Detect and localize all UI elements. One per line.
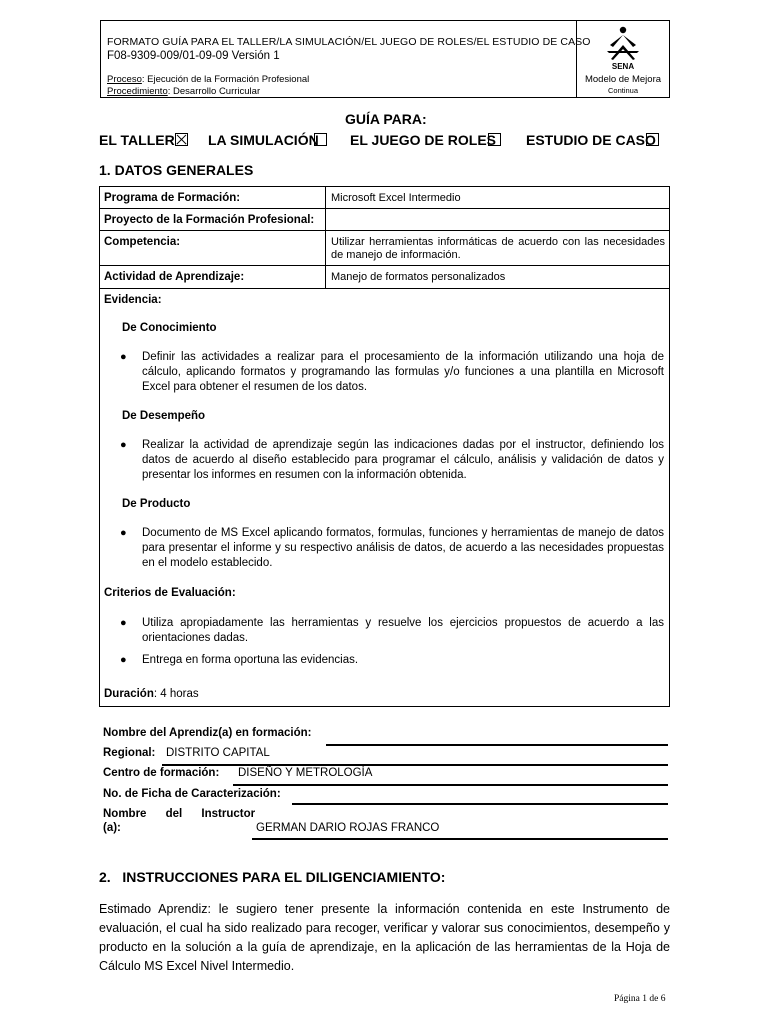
proceso-label: Proceso (107, 74, 142, 85)
bullet-icon: ● (120, 527, 127, 539)
aprendiz-underline (326, 744, 668, 746)
desempeno-title: De Desempeño (122, 410, 206, 422)
header-logo-area (577, 21, 669, 97)
instructor-field[interactable]: GERMAN DARIO ROJAS FRANCO (256, 822, 440, 834)
duracion-line (104, 687, 199, 702)
row-label: Programa de Formación: (104, 192, 241, 204)
producto-title: De Producto (122, 498, 191, 510)
format-title: FORMATO GUÍA PARA EL TALLER/LA SIMULACIÓN/EL JUEGO DE ROLES/EL ESTUDIO DE CASO (107, 36, 591, 48)
desempeno-text: Realizar la actividad de aprendizaje según las indicaciones dadas por el instructor, definiendo los datos de acuerdo al diseño establecido para programar el cálculo, análisis y validación de datos y presentar los informes en resumen con la información obtenida. (142, 439, 664, 481)
section-2-title: 2. INSTRUCCIONES PARA EL DILIGENCIAMIENTO: (99, 869, 446, 885)
checkbox-simulacion[interactable] (314, 133, 327, 146)
row-label: Competencia: (104, 236, 181, 248)
option-juego-roles-label: EL JUEGO DE ROLES (350, 132, 496, 148)
regional-underline (162, 764, 668, 766)
procedimiento-line (107, 86, 260, 97)
row-value: Microsoft Excel Intermedio (331, 192, 461, 204)
header-info (101, 21, 591, 97)
criterios-title: Criterios de Evaluación: (104, 587, 236, 599)
table-row (100, 187, 669, 209)
document-header (100, 20, 670, 98)
section-1-title: 1. DATOS GENERALES (99, 162, 254, 178)
sena-logo (577, 23, 669, 71)
regional-field[interactable]: DISTRITO CAPITAL (166, 747, 270, 759)
svg-text:SENA: SENA (611, 62, 635, 71)
instructor-underline (252, 838, 668, 840)
format-code: F08-9309-009/01-09-09 Versión 1 (107, 50, 280, 62)
bullet-icon: ● (120, 654, 127, 666)
row-value: Utilizar herramientas informáticas de acuerdo con las necesidades de manejo de información. (331, 236, 665, 261)
instructor-label-line1: Nombre del Instructor (103, 808, 256, 820)
option-simulacion-label: LA SIMULACIÓN (208, 132, 319, 148)
aprendiz-label: Nombre del Aprendiz(a) en formación: (103, 727, 312, 739)
duracion-label: Duración (104, 688, 154, 700)
procedimiento-label: Procedimiento (107, 86, 168, 97)
proceso-line (107, 74, 309, 85)
checkbox-taller-checked[interactable] (175, 133, 188, 146)
centro-label: Centro de formación: (103, 767, 220, 779)
conocimiento-title: De Conocimiento (122, 322, 217, 334)
datos-generales-table (99, 186, 670, 707)
guia-title: GUÍA PARA: (345, 111, 427, 127)
ficha-label: No. de Ficha de Caracterización: (103, 788, 281, 800)
proceso-value: : Ejecución de la Formación Profesional (141, 74, 310, 85)
checkbox-estudio-caso[interactable] (646, 133, 659, 146)
row-label: Proyecto de la Formación Profesional: (104, 214, 315, 226)
bullet-icon: ● (120, 617, 127, 629)
table-row (100, 231, 669, 266)
option-taller-label: EL TALLER (99, 132, 175, 148)
modelo-continua: Continua (607, 86, 639, 95)
centro-field[interactable]: DISEÑO Y METROLOGÍA (238, 767, 373, 779)
duracion-value: : 4 horas (153, 688, 199, 700)
evidencia-label: Evidencia: (104, 294, 162, 306)
checkbox-juego-roles[interactable] (488, 133, 501, 146)
page-number: Página 1 de 6 (614, 994, 666, 1004)
ficha-underline (292, 803, 668, 805)
table-row (100, 209, 669, 231)
criterio-1: Utiliza apropiadamente las herramientas y resuelve los ejercicios propuestos de acuerdo a las orientaciones dadas. (142, 617, 664, 644)
row-value: Manejo de formatos personalizados (331, 271, 506, 283)
option-estudio-caso-label: ESTUDIO DE CASO (526, 132, 656, 148)
bullet-icon: ● (120, 439, 127, 451)
regional-label: Regional: (103, 747, 156, 759)
conocimiento-text: Definir las actividades a realizar para el procesamiento de la información utilizando una hoja de cálculo, aplicando formatos y programando las formulas y/o funciones a una plantilla en Microsoft Excel para obtener el resumen de los datos. (142, 351, 664, 393)
table-row (100, 266, 669, 289)
bullet-icon: ● (120, 351, 127, 363)
producto-text: Documento de MS Excel aplicando formatos, formulas, funciones y herramientas de manejo de datos para presentar el informe y su respectivo análisis de datos, de acuerdo a las necesidades propuestas en el modelo establecido. (142, 527, 664, 569)
instructor-label-line2: (a): (103, 822, 121, 834)
section-2-text: Estimado Aprendiz: le sugiero tener presente la información contenida en este Instrumento de evaluación, el cual ha sido realizado para recoger, verificar y valorar sus conocimientos, desempeño y producto en la solución a la guía de aprendizaje, en la aplicación de las herramientas de la Hoja de Cálculo MS Excel Nivel Intermedio. (99, 902, 670, 973)
evidencia-cell (100, 289, 669, 706)
procedimiento-value: : Desarrollo Curricular (167, 86, 261, 97)
criterio-2: Entrega en forma oportuna las evidencias. (142, 654, 359, 666)
centro-underline (233, 784, 668, 786)
modelo-mejora: Modelo de Mejora (584, 74, 662, 85)
row-label: Actividad de Aprendizaje: (104, 271, 245, 283)
